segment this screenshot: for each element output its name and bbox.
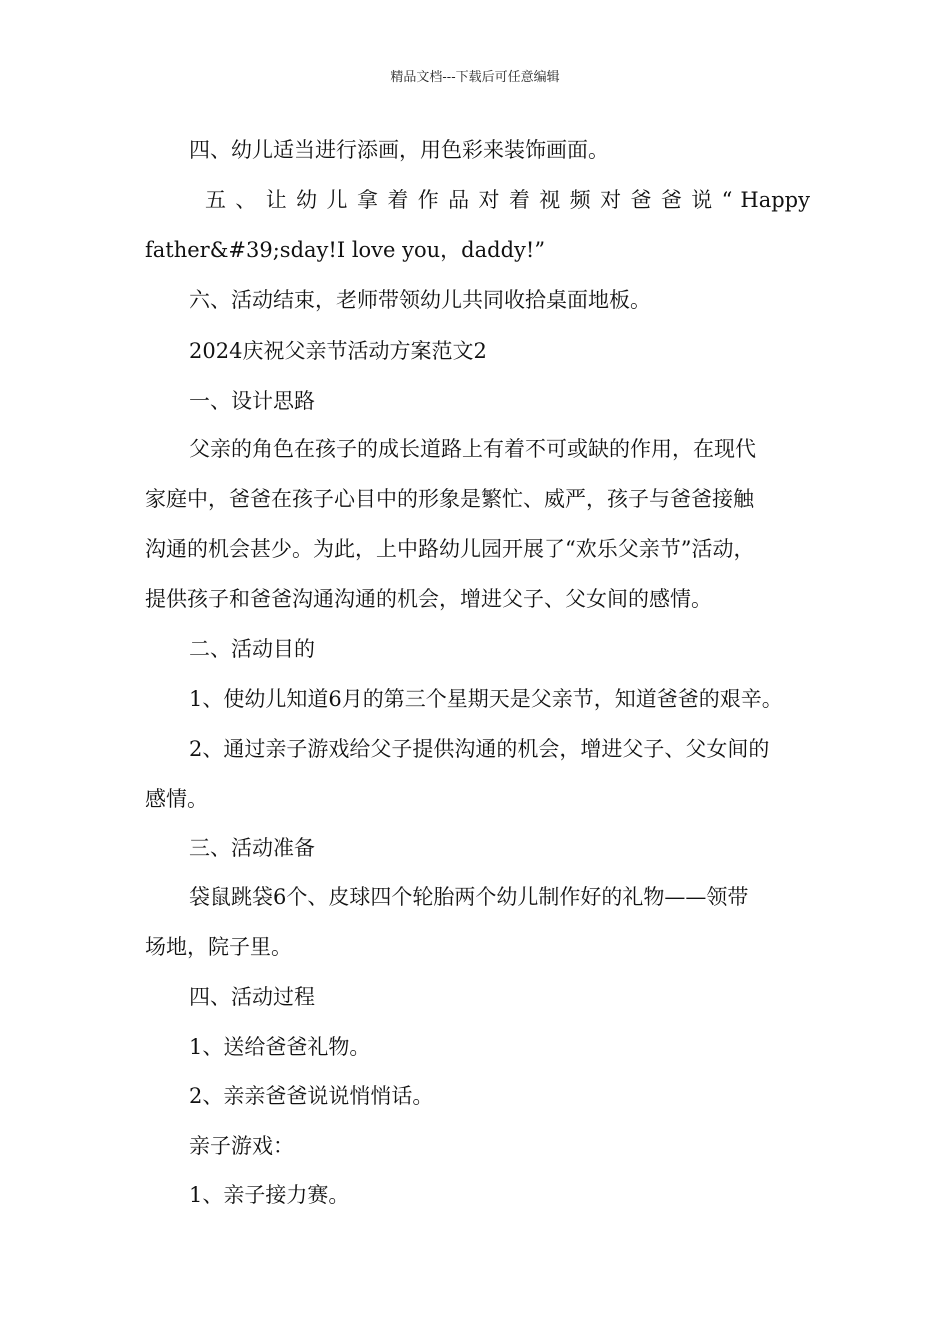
paragraph-line: 六、活动结束，老师带领幼儿共同收拾桌面地板。 [189, 288, 651, 312]
paragraph-line: 沟通的机会甚少。为此，上中路幼儿园开展了“欢乐父亲节”活动， [145, 537, 755, 561]
section-title: 2024庆祝父亲节活动方案范文2 [189, 339, 487, 363]
section-heading: 三、活动准备 [189, 836, 315, 860]
paragraph-line: father&#39;sday!I love you，daddy!” [145, 238, 546, 262]
paragraph-line: 家庭中，爸爸在孩子心目中的形象是繁忙、威严，孩子与爸爸接触 [145, 487, 754, 511]
paragraph-line: 父亲的角色在孩子的成长道路上有着不可或缺的作用，在现代 [189, 437, 756, 461]
page-header: 精品文档---下载后可任意编辑 [390, 70, 560, 85]
paragraph-line: 1、亲子接力赛。 [189, 1183, 350, 1207]
paragraph-line: 提供孩子和爸爸沟通沟通的机会，增进父子、父女间的感情。 [145, 587, 712, 611]
paragraph-line: 1、送给爸爸礼物。 [189, 1035, 371, 1059]
paragraph-line: 袋鼠跳袋6个、皮球四个轮胎两个幼儿制作好的礼物——领带 [189, 885, 749, 909]
paragraph-line: 场地，院子里。 [145, 935, 292, 959]
paragraph-line: 2、亲亲爸爸说说悄悄话。 [189, 1084, 434, 1108]
paragraph-line: 亲子游戏： [189, 1134, 294, 1158]
paragraph-line: 五 、 让 幼 儿 拿 着 作 品 对 着 视 频 对 爸 爸 说 “ Happy [205, 188, 810, 212]
section-heading: 一、设计思路 [189, 389, 315, 413]
paragraph-line: 四、幼儿适当进行添画，用色彩来装饰画面。 [189, 138, 609, 162]
paragraph-line: 感情。 [145, 787, 208, 811]
paragraph-line: 1、使幼儿知道6月的第三个星期天是父亲节，知道爸爸的艰辛。 [189, 687, 783, 711]
section-heading: 二、活动目的 [189, 637, 315, 661]
paragraph-line: 2、通过亲子游戏给父子提供沟通的机会，增进父子、父女间的 [189, 737, 770, 761]
section-heading: 四、活动过程 [189, 985, 315, 1009]
